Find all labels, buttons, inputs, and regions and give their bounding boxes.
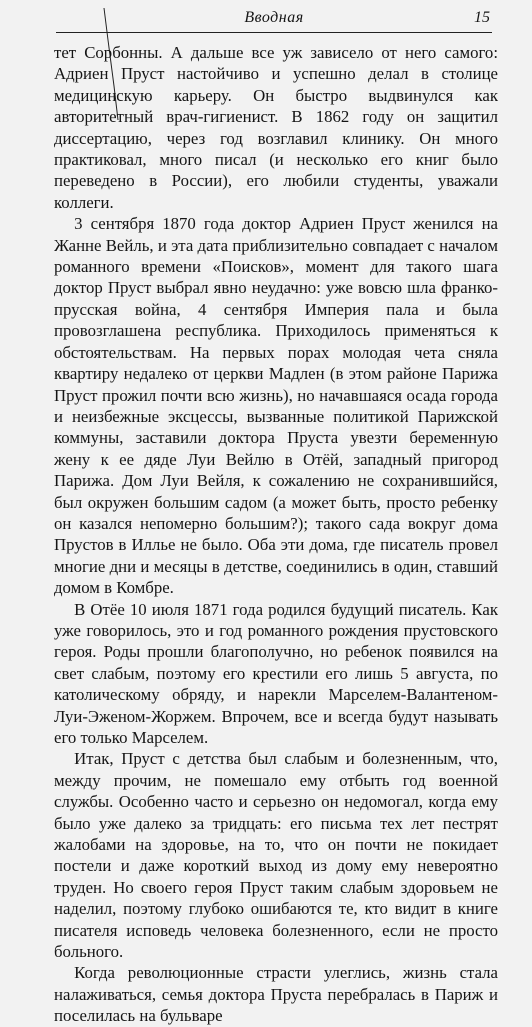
body-text [54, 42, 498, 1027]
paragraph-5: Когда революционные страсти улеглись, жизнь стала налаживаться, семья доктора Пруста перебралась в Париж и поселилась на бульваре [54, 963, 498, 1026]
paragraph-1: тет Сорбонны. А дальше все уж зависело от него самого: Адриен Пруст настойчиво и успешно делал в столице медицинскую карьеру. Он быстро выдвинулся как авторитетный врач-гигиенист. В 1862 году он защитил диссертацию, через год возглавил клинику. Он много практиковал, много писал (и несколько его книг было переведено в России), его любили студенты, уважали коллеги. [54, 43, 498, 212]
page-header [56, 6, 492, 33]
running-title: Вводная [244, 9, 304, 26]
paragraph-3: В Отёе 10 июля 1871 года родился будущий писатель. Как уже говорилось, это и год романного рождения прустовского героя. Роды прошли благополучно, но ребенок появился на свет слабым, поэтому его крестили его лишь 5 августа, по католическому обряду, и нарекли Марселем-Валантеном-Луи-Эженом-Жоржем. Впрочем, все и всегда будут называть его только Марселем. [54, 599, 498, 747]
page-number: 15 [474, 9, 490, 26]
paragraph-2: 3 сентября 1870 года доктор Адриен Пруст женился на Жанне Вейль, и эта дата приблизительно совпадает с началом романного времени «Поисков», момент для такого шага доктор Пруст выбрал явно неудачно: уже вовсю шла франко-прусская война, 4 сентября Империя пала и была провозглашена республика. Приходилось применяться к обстоятельствам. На первых порах молодая чета сняла квартиру недалеко от церкви Мадлен (в этом районе Парижа Пруст прожил почти всю жизнь), но начавшаяся осада города и неизбежные эксцессы, вызванные политикой Парижской коммуны, заставили доктора Пруста увезти беременную жену к ее дяде Луи Вейлю в Отёй, западный пригород Парижа. Дом Луи Вейля, к сожалению не сохранившийся, был окружен большим садом (а может быть, просто ребенку он казался непомерно большим?); такого сада вокруг дома Прустов в Илльe не было. Оба эти дома, где писатель провел многие дни и месяцы в детстве, соединились в один, ставший домом в Комбре. [54, 214, 498, 598]
paragraph-4: Итак, Пруст с детства был слабым и болезненным, что, между прочим, не помешало ему отбыть год военной службы. Особенно часто и серьезно он недомогал, когда ему было уже далеко за тридцать: его письма тех лет пестрят жалобами на здоровье, на то, что он почти не покидает постели и даже короткий выход из дому ему невероятно труден. Но своего героя Пруст таким слабым здоровьем не наделил, поэтому глубоко ошибаются те, кто видит в книге писателя исповедь человека болезненного, если не просто больного. [54, 749, 498, 962]
